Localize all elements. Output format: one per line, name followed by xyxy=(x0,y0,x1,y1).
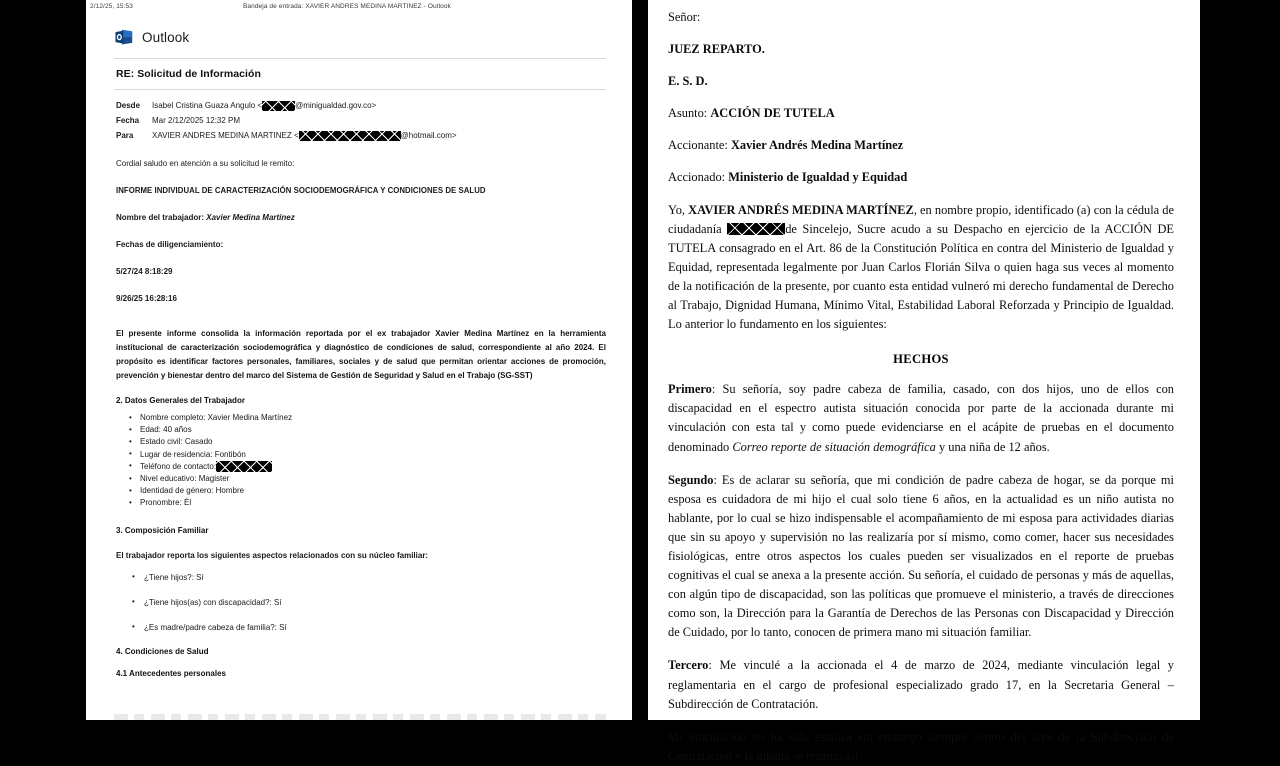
outlook-brand-row xyxy=(114,28,606,46)
date-value: Mar 2/12/2025 12:32 PM xyxy=(152,116,241,125)
redaction-cedula xyxy=(727,223,785,235)
to-label: Para xyxy=(116,131,134,140)
esd-line: E. S. D. xyxy=(668,74,708,89)
list-item: • Lugar de residencia: Fontibón xyxy=(140,449,606,461)
from-domain: @minigualdad.gov.co> xyxy=(295,101,377,110)
list-item: • Pronombre: Él xyxy=(140,497,606,509)
outlook-email-page xyxy=(86,0,632,720)
plaintiff-value: Xavier Andrés Medina Martínez xyxy=(730,138,904,153)
intro-part-1: Yo, xyxy=(668,202,689,217)
list-item: • ¿Tiene hijos(as) con discapacidad?: Sí xyxy=(144,597,606,609)
facts-heading: HECHOS xyxy=(893,352,949,367)
subject-label: Asunto: xyxy=(668,106,711,121)
center-black-divider xyxy=(632,0,648,720)
worker-label: Nombre del trabajador: xyxy=(116,213,207,222)
email-header-table xyxy=(114,90,606,143)
addressee-line: Señor: xyxy=(668,10,701,24)
redaction-to-email xyxy=(299,131,401,141)
list-item: • ¿Tiene hijos?: Sí xyxy=(144,572,606,584)
mail-body xyxy=(86,28,632,678)
subject-value: ACCIÓN DE TUTELA xyxy=(710,106,835,121)
defendant-value: Ministerio de Igualdad y Equidad xyxy=(728,170,908,185)
from-value: Isabel Cristina Guaza Angulo < xyxy=(152,101,263,110)
fact-3-text: : Me vinculé a la accionada el 4 de marzo de 2024, mediante vinculación legal y reglamentaria en el cargo de profesional especializado grado 17, en la Secretaria General – Subdirección de Contratación. xyxy=(668,658,1174,711)
date-label: Fecha xyxy=(116,116,140,125)
list-item: • Estado civil: Casado xyxy=(140,436,606,448)
email-date-row xyxy=(116,113,606,128)
list-item-phone xyxy=(140,461,606,473)
fact-1-text-b: y una niña de 12 años. xyxy=(935,439,1050,454)
diligence-date-2: 9/26/25 16:28:16 xyxy=(116,294,177,303)
tutela-document-page xyxy=(648,0,1200,763)
judge-line: JUEZ REPARTO. xyxy=(668,42,765,57)
email-subject: RE: Solicitud de Información xyxy=(116,68,261,80)
intro-part-2: , en nombre propio, identificado (a) con la cédula de ciudadanía xyxy=(668,202,1175,236)
defendant-label: Accionado: xyxy=(668,170,729,185)
list-item: • ¿Es madre/padre cabeza de familia?: Sí xyxy=(144,622,606,634)
report-title: INFORME INDIVIDUAL DE CARACTERIZACIÓN SOCIODEMOGRÁFICA Y CONDICIONES DE SALUD xyxy=(116,186,486,195)
defendant-line xyxy=(668,168,1174,187)
fact-1-doc-name: Correo reporte de situación demográfica xyxy=(732,439,936,454)
email-to-row xyxy=(116,128,606,143)
greeting-paragraph: Cordial saludo en atención a su solicitud le remito: xyxy=(116,159,295,168)
fact-3-paragraph xyxy=(668,656,1174,713)
to-domain: @hotmail.com> xyxy=(400,131,457,140)
section-2-title: 2. Datos Generales del Trabajador xyxy=(116,396,245,405)
fact-2-text: : Es de aclarar su señoría, que mi condición de padre cabeza de hogar, se da porque mi esposa es cuidadora de mi hijo el cual solo tiene 6 años, en la actualidad es un niño autista no hablante, por lo cual se hizo indispensable el acompañamiento de mi esposa para actividades diarias que sin su apoyo y supervisión no las realizaría por sí mismo, como comer, hacer sus necesidades fisiológicas, entre otros aspectos los cuales pueden ser visualizados en el reporte de pruebas cognitivas el cual se anexa a la presente acción. Su señoría, el cuidado de personas y más de aquellas, con algún tipo de discapacidad, son las políticas que promueve el ministerio, a través de direcciones como son, la Dirección para la Garantía de Derechos de las Personas con Discapacidad y Dirección de Cuidado, por lo tanto, conocen de primera mano mi situación familiar. xyxy=(668,472,1174,640)
fact-2-paragraph xyxy=(668,471,1174,643)
fact-1-paragraph xyxy=(668,380,1174,456)
list-item: • Identidad de género: Hombre xyxy=(140,485,606,497)
intro-name: XAVIER ANDRÉS MEDINA MARTÍNEZ xyxy=(688,202,914,217)
report-intro-paragraph: El presente informe consolida la información reportada por el ex trabajador Xavier Medina Martínez en la herramienta institucional de caracterización sociodemográfica y diagnóstico de condiciones de salud, correspondiente al año 2024. El propósito es identificar factores personales, familiares, sociales y de salud que permitan orientar acciones de promoción, prevención y bienestar dentro del marco del Sistema de Gestión de Seguridad y Salud en el Trabajo (SG-SST) xyxy=(116,329,606,380)
clipped-bottom-text xyxy=(114,714,606,720)
email-from-row xyxy=(116,98,606,113)
dates-label: Fechas de diligenciamiento: xyxy=(116,240,224,249)
worker-name: Xavier Medina Martínez xyxy=(206,213,295,222)
general-data-list xyxy=(114,412,606,510)
list-item: • Edad: 40 años xyxy=(140,424,606,436)
to-value: XAVIER ANDRES MEDINA MARTINEZ < xyxy=(152,131,299,140)
print-header-date: 2/12/25, 15:53 xyxy=(90,3,133,10)
intro-paragraph xyxy=(668,201,1174,335)
family-intro: El trabajador reporta los siguientes aspectos relacionados con su núcleo familiar: xyxy=(116,550,429,560)
phone-label: Teléfono de contacto: xyxy=(140,461,217,471)
subject-line xyxy=(668,104,1174,123)
section-3-title: 3. Composición Familiar xyxy=(116,525,209,535)
fact-3-label: Tercero xyxy=(668,658,709,673)
list-item: • Nombre completo: Xavier Medina Martínez xyxy=(140,412,606,424)
diligence-date-1: 5/27/24 8:18:29 xyxy=(116,267,173,276)
fact-1-label: Primero xyxy=(668,382,712,397)
outlook-logo-icon xyxy=(114,28,134,46)
from-label: Desde xyxy=(116,101,141,110)
section-41-title: 4.1 Antecedentes personales xyxy=(116,668,226,678)
worker-name-line xyxy=(114,211,606,224)
right-black-gutter xyxy=(1200,0,1280,720)
left-black-gutter xyxy=(0,0,86,720)
redaction-from-email xyxy=(262,101,295,111)
outlook-brand-label: Outlook xyxy=(142,29,190,45)
redaction-phone xyxy=(216,461,272,472)
fact-2-label: Segundo xyxy=(668,472,714,487)
fact-1-text-a: : Su señoría, soy padre cabeza de familia, casado, con dos hijos, uno de ellos con discapacidad en el espectro autista situación conocida por parte de la accionada durante mi vinculación con esta tal y como puede evidenciarse en el acápite de pruebas en el documento denominado xyxy=(668,382,1174,454)
print-header-title: Bandeja de entrada: XAVIER ANDRES MEDINA MARTINEZ - Outlook xyxy=(242,3,451,10)
list-item: • Nivel educativo: Magister xyxy=(140,473,606,485)
plaintiff-label: Accionante: xyxy=(668,138,731,153)
print-header xyxy=(86,0,632,14)
intro-part-3: de Sincelejo, Sucre acudo a su Despacho en ejercicio de la ACCIÓN DE TUTELA consagrado en el Art. 86 de la Constitución Política en contra del Ministerio de Igualdad y Equidad, representada legalmente por Juan Carlos Florián Silva o quien haga sus veces al momento de la notificación de la presente, por cuanto esta entidad vulneró mi derecho fundamental de Derecho al Trabajo, Dignidad Humana, Mínimo Vital, Estabilidad Laboral Reforzada y Principio de Igualdad. Lo anterior lo fundamento en los siguientes: xyxy=(668,221,1174,332)
plaintiff-line xyxy=(668,136,1174,155)
fact-4-paragraph: Mi vinculación no ha sido estática sin embargo siempre dentro del área de la Subdirección de Contratación y la misma se resume así: xyxy=(668,729,1174,763)
section-4-title: 4. Condiciones de Salud xyxy=(116,646,209,656)
family-items-list xyxy=(114,572,606,634)
